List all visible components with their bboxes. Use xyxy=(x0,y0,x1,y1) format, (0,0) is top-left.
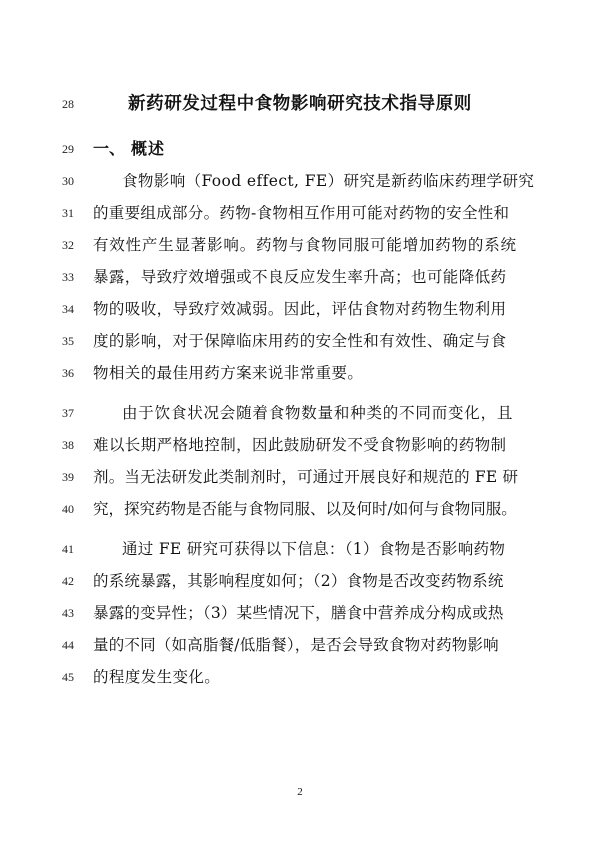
line-number: 34 xyxy=(62,302,74,316)
line-number: 45 xyxy=(62,670,74,684)
body-line xyxy=(0,397,600,429)
section-heading-line xyxy=(0,133,600,165)
body-line xyxy=(0,429,600,461)
page-number: 2 xyxy=(297,786,303,798)
paragraph-text: 量的不同（如高脂餐/低脂餐），是否会导致食物对药物影响 xyxy=(93,636,499,654)
body-line xyxy=(0,565,600,597)
body-line xyxy=(0,493,600,525)
line-number: 33 xyxy=(62,270,74,284)
document-title: 新药研发过程中食物影响研究技术指导原则 xyxy=(128,94,472,114)
line-number: 30 xyxy=(62,174,74,188)
paragraph-text: 通过 FE 研究可获得以下信息：（1）食物是否影响药物 xyxy=(122,540,506,558)
paragraph-text: 暴露，导致疗效增强或不良反应发生率升高；也可能降低药 xyxy=(93,268,507,286)
body-line xyxy=(0,661,600,693)
paragraph-text: 难以长期严格地控制，因此鼓励研发不受食物影响的药物制 xyxy=(93,436,507,454)
paragraph-text: 的程度发生变化。 xyxy=(93,668,221,686)
paragraph-text: 度的影响，对于保障临床用药的安全性和有效性、确定与食 xyxy=(93,332,507,350)
section-title: 概述 xyxy=(131,139,166,158)
body-line xyxy=(0,357,600,389)
line-number: 32 xyxy=(62,238,74,252)
line-number: 41 xyxy=(62,542,74,556)
line-number: 40 xyxy=(62,502,74,516)
line-number: 38 xyxy=(62,438,74,452)
body-line xyxy=(0,533,600,565)
body-line xyxy=(0,293,600,325)
paragraph-text: 的系统暴露，其影响程度如何；（2）食物是否改变药物系统 xyxy=(93,572,504,590)
paragraph-text: 的重要组成部分。药物-食物相互作用可能对药物的安全性和 xyxy=(93,204,510,222)
line-number: 44 xyxy=(62,638,74,652)
body-line xyxy=(0,229,600,261)
body-line xyxy=(0,325,600,357)
paragraph-text: 物的吸收，导致疗效减弱。因此，评估食物对药物生物利用 xyxy=(93,300,507,318)
body-line xyxy=(0,597,600,629)
title-line xyxy=(0,88,600,120)
line-number: 42 xyxy=(62,574,74,588)
paragraph-text: 暴露的变异性；（3）某些情况下，膳食中营养成分构成或热 xyxy=(93,604,504,622)
paragraph-text: 食物影响（Food effect, FE）研究是新药临床药理学研究 xyxy=(122,172,535,190)
paragraph-text: 剂。当无法研发此类制剂时，可通过开展良好和规范的 FE 研 xyxy=(93,468,519,486)
body-line xyxy=(0,629,600,661)
paragraph-text: 物相关的最佳用药方案来说非常重要。 xyxy=(93,364,364,382)
body-line xyxy=(0,165,600,197)
paragraph-text: 有效性产生显著影响。药物与食物同服可能增加药物的系统 xyxy=(93,236,517,254)
line-number: 28 xyxy=(62,97,74,111)
body-line xyxy=(0,197,600,229)
line-number: 37 xyxy=(62,406,74,420)
paragraph-text: 由于饮食状况会随着食物数量和种类的不同而变化，且 xyxy=(122,404,514,422)
line-number: 36 xyxy=(62,366,74,380)
line-number: 43 xyxy=(62,606,74,620)
section-number: 一、 xyxy=(93,139,126,158)
paragraph-text: 究，探究药物是否能与食物同服、以及何时/如何与食物同服。 xyxy=(93,500,517,518)
body-line xyxy=(0,261,600,293)
line-number: 39 xyxy=(62,470,74,484)
body-line xyxy=(0,461,600,493)
line-number: 31 xyxy=(62,206,74,220)
line-number: 35 xyxy=(62,334,74,348)
line-number: 29 xyxy=(62,142,74,156)
